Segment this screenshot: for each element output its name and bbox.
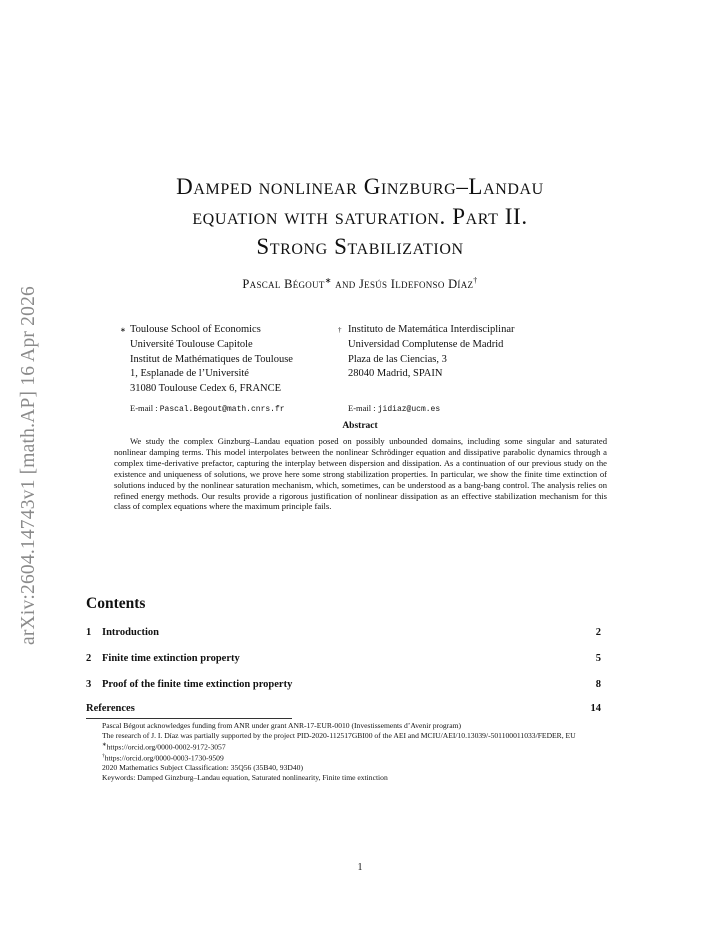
toc-page: 2	[595, 627, 601, 638]
footnote-orcid-1	[86, 741, 601, 752]
author-mark-1: ∗	[324, 276, 332, 285]
affiliation-left	[120, 323, 335, 418]
footnote-funding-1: Pascal Bégout acknowledges funding from ANR under grant ANR-17-EUR-0010 (Investissements d’Avenir program)	[102, 721, 462, 730]
toc-number: 3	[86, 679, 92, 690]
affiliation-mark: †	[338, 326, 342, 334]
toc-page: 5	[595, 653, 601, 664]
footnote-mark: ∗	[102, 741, 107, 748]
arxiv-identifier: arXiv:2604.14743v1 [math.AP] 16 Apr 2026	[18, 286, 39, 645]
toc-entry[interactable]	[86, 627, 601, 638]
affiliation-mark: ∗	[120, 326, 126, 334]
affiliation-line: Instituto de Matemática Interdisciplinar	[348, 324, 515, 335]
contents-heading: Contents	[86, 595, 146, 612]
affiliation-line: Université Toulouse Capitole	[130, 338, 253, 350]
footnote-keywords: Keywords: Damped Ginzburg–Landau equation, Saturated nonlinearity, Finite time extinction	[102, 773, 388, 783]
footnotes	[86, 721, 601, 783]
footnote-mark: †	[102, 752, 105, 759]
toc-title: Proof of the finite time extinction property	[102, 679, 293, 690]
abstract-heading: Abstract	[342, 421, 378, 431]
author-diaz: Jesús Ildefonso Díaz	[358, 277, 474, 292]
title-line-1: Damped nonlinear Ginzburg–Landau	[176, 174, 544, 199]
footnote-funding-2: The research of J. I. Díaz was partially supported by the project PID-2020-112517GBI00 of the AEI and MCIU/AEI/10.13039/-501100011033/FEDER, EU	[102, 730, 576, 740]
author-joiner: and	[331, 277, 359, 292]
email-address[interactable]: jidiaz@ucm.es	[377, 404, 441, 414]
affiliation-line: 1, Esplanade de l’Université	[130, 368, 249, 380]
email-address[interactable]: Pascal.Begout@math.cnrs.fr	[159, 404, 285, 414]
abstract-text: We study the complex Ginzburg–Landau equation posed on possibly unbounded domains, including some singular and saturated nonlinear damping terms. This model interpolates between the nonlinear Schrödinger equation and dissipative parabolic dynamics through a complex time-derivative prefactor, capturing the interplay between dispersion and dissipation. As a continuation of our previous study on the existence and uniqueness of solutions, we prove here some strong stabilization properties. In particular, we show the finite time extinction of solutions induced by the nonlinear saturation mechanism, which, sometimes, can be understood as a bang-bang control. The analysis relies on refined energy methods. Our results provide a rigorous justification of nonlinear dissipation as an effective stabilization mechanism for this class of complex equations where the maximum principle fails.	[114, 436, 607, 512]
affiliation-right	[338, 323, 578, 418]
affiliation-line: Toulouse School of Economics	[130, 324, 261, 335]
affiliation-line: Institut de Mathématiques de Toulouse	[130, 353, 293, 365]
page-number: 1	[357, 862, 363, 873]
toc-title: Introduction	[102, 627, 159, 638]
affiliation-line: 28040 Madrid, SPAIN	[348, 368, 443, 380]
affiliation-line: Universidad Complutense de Madrid	[348, 338, 504, 350]
toc-page: 14	[590, 703, 601, 714]
orcid-link[interactable]: https://orcid.org/0000-0003-1730-9509	[104, 753, 224, 763]
toc-entry[interactable]	[86, 679, 601, 690]
email-label: E-mail :	[348, 402, 378, 413]
author-line	[110, 276, 610, 292]
affiliation-line: 31080 Toulouse Cedex 6, FRANCE	[130, 383, 282, 395]
toc-number: 2	[86, 653, 92, 664]
author-mark-2: †	[473, 276, 478, 285]
title-line-3: Strong Stabilization	[256, 234, 464, 259]
toc-page: 8	[595, 679, 601, 690]
toc-title: References	[86, 703, 135, 714]
toc-entry[interactable]	[86, 653, 601, 664]
paper-title	[110, 172, 610, 262]
email-line	[338, 401, 578, 418]
orcid-link[interactable]: https://orcid.org/0000-0002-9172-3057	[106, 742, 226, 752]
toc-entry[interactable]	[86, 703, 601, 714]
affiliation-line: Plaza de las Ciencias, 3	[348, 353, 447, 365]
footnote-orcid-2	[86, 752, 601, 763]
footnote-msc: 2020 Mathematics Subject Classification: 35Q56 (35B40, 93D40)	[102, 763, 303, 773]
title-line-2: equation with saturation. Part II.	[192, 204, 528, 229]
author-begout: Pascal Bégout	[242, 277, 325, 292]
email-line	[120, 401, 335, 418]
toc-number: 1	[86, 627, 92, 638]
footnote-rule	[86, 718, 292, 719]
toc-title: Finite time extinction property	[102, 653, 240, 664]
email-label: E-mail :	[130, 402, 160, 413]
